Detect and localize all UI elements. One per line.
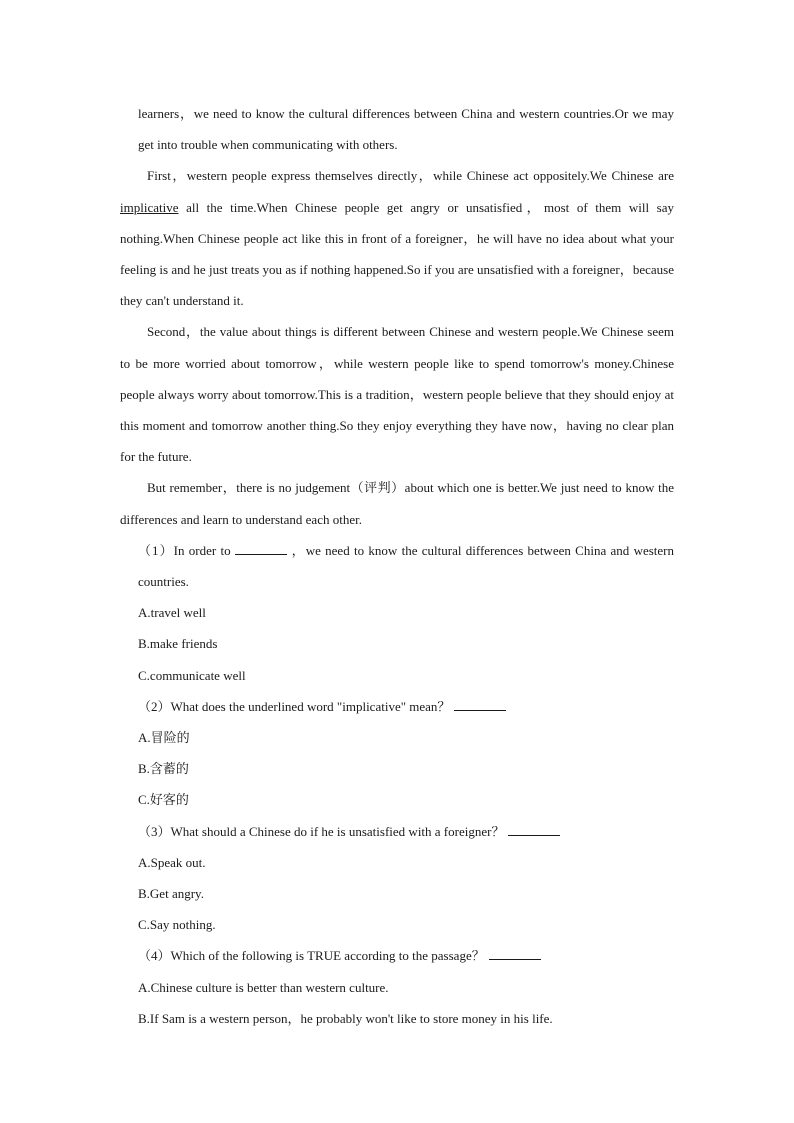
- option-2a: A.冒险的: [138, 730, 190, 746]
- question-2-prefix: （2）What does the underlined word "implicative" mean？: [138, 698, 451, 714]
- question-1-prefix: （1）In order to: [138, 542, 231, 558]
- underlined-word: implicative: [120, 199, 179, 215]
- option-3c: C.Say nothing.: [138, 917, 216, 933]
- passage-continuation: learners，we need to know the cultural differences between China and western countries.Or we may get into trouble when communicating with others.: [138, 106, 674, 153]
- option-4b: B.If Sam is a western person，he probably won't like to store money in his life.: [138, 1010, 553, 1026]
- option-1c: C.communicate well: [138, 667, 246, 683]
- question-3: [120, 816, 674, 847]
- passage-paragraph-second: Second，the value about things is different between Chinese and western people.We Chinese seem to be more worried about tomorrow，while western people like to spend tomorrow's money.Chinese people always worry about tomorrow.This is a tradition，western people believe that they should enjoy at this moment and tomorrow another thing.So they enjoy everything they have now，having no clear plan for the future.: [120, 324, 674, 465]
- question-4: [120, 940, 674, 971]
- option-2b: B.含蓄的: [138, 761, 189, 777]
- option-4a: A.Chinese culture is better than western culture.: [138, 979, 389, 995]
- question-2: [120, 691, 674, 722]
- question-1-suffix: ，we need to know the cultural differences between China and western countries.: [138, 542, 674, 590]
- answer-blank-2: [454, 698, 506, 711]
- option-2c: C.好客的: [138, 792, 189, 808]
- p2-before: First，western people express themselves directly，while Chinese act oppositely.We Chinese are: [147, 168, 674, 184]
- question-4-prefix: （4）Which of the following is TRUE according to the passage？: [138, 948, 485, 964]
- answer-blank-4: [489, 947, 541, 960]
- passage-paragraph-first: [120, 160, 674, 316]
- page-content: [120, 98, 674, 1034]
- option-1b: B.make friends: [138, 636, 218, 652]
- answer-blank-1: [235, 542, 287, 555]
- passage-paragraph-remember: But remember，there is no judgement（评判）about which one is better.We just need to know the differences and learn to understand each other.: [120, 480, 674, 527]
- answer-blank-3: [508, 823, 560, 836]
- question-3-prefix: （3）What should a Chinese do if he is unsatisfied with a foreigner？: [138, 823, 505, 839]
- option-3b: B.Get angry.: [138, 886, 204, 902]
- question-1: [120, 535, 674, 597]
- option-3a: A.Speak out.: [138, 854, 206, 870]
- p2-after: all the time.When Chinese people get angry or unsatisfied，most of them will say nothing.When Chinese people act like this in front of a foreigner，he will have no idea about what your feeling is and he just treats you as if nothing happened.So if you are unsatisfied with a foreigner，because they can't understand it.: [120, 199, 674, 309]
- option-1a: A.travel well: [138, 605, 206, 621]
